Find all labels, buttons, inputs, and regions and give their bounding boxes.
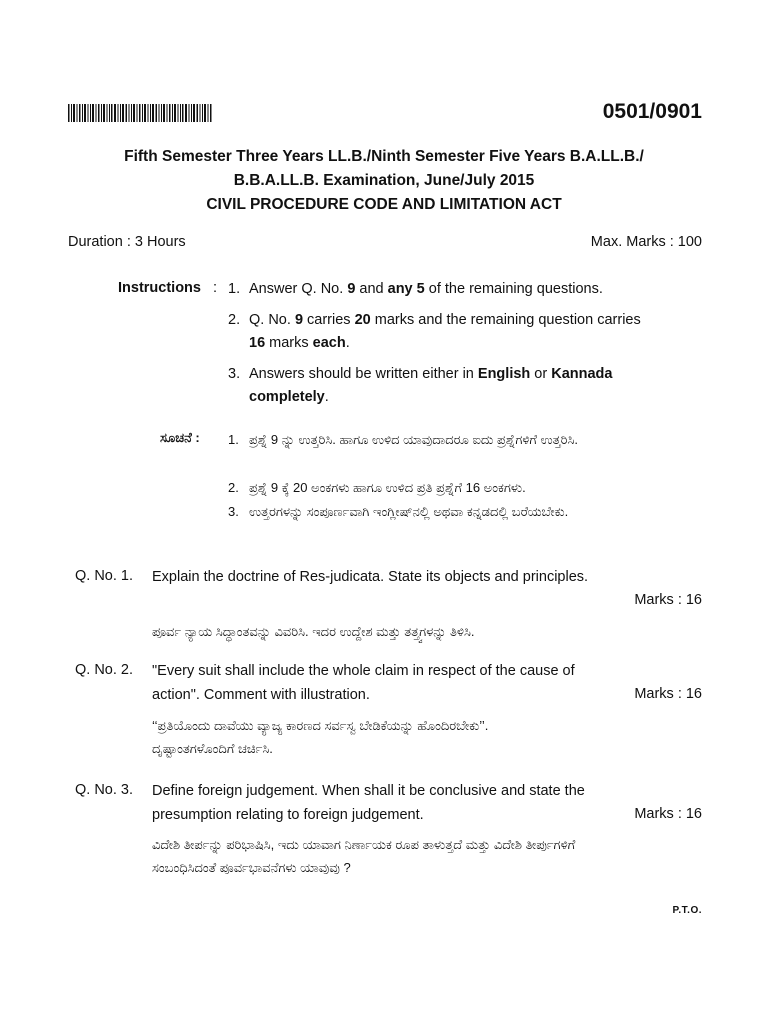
exam-header-line2: B.B.A.LL.B. Examination, June/July 2015	[233, 172, 535, 189]
exam-header-line1: Fifth Semester Three Years LL.B./Ninth Semester Five Years B.A.LL.B./	[124, 148, 644, 165]
kannada-instruction-item: 2. ಪ್ರಶ್ನೆ 9 ಕ್ಕೆ 20 ಅಂಕಗಳು ಹಾಗೂ ಉಳಿದ ಪ್ರತಿ ಪ್ರಶ್ನೆಗೆ 16 ಅಂಕಗಳು.	[228, 480, 526, 495]
instructions-label: Instructions	[118, 280, 201, 296]
instruction-item	[228, 278, 668, 301]
question-label: Q. No. 2.	[75, 662, 134, 678]
paper-code: 0501/0901	[602, 100, 702, 123]
question-text: Define foreign judgement. When shall it be conclusive and state the presumption relating to foreign judgement.	[152, 783, 585, 823]
question-marks: Marks : 16	[634, 806, 702, 822]
instruction-text: Answers should be written either in English or Kannada completely.	[249, 366, 613, 405]
question-kannada: ‘‘ಪ್ರತಿಯೊಂದು ದಾವೆಯು ವ್ಯಾಜ್ಯ ಕಾರಣದ ಸರ್ವಸ್ವ ಬೇಡಿಕೆಯನ್ನು ಹೊಂದಿರಬೇಕು’’. ದೃಷ್ಟಾಂತಗಳೊಂದಿಗೆ ಚರ್ಚಿಸಿ.	[152, 718, 489, 756]
kannada-instruction-item: 3. ಉತ್ತರಗಳನ್ನು ಸಂಪೂರ್ಣವಾಗಿ ಇಂಗ್ಲೀಷ್‌ನಲ್ಲಿ ಅಥವಾ ಕನ್ನಡದಲ್ಲಿ ಬರೆಯಬೇಕು.	[228, 504, 569, 519]
instruction-text: Answer Q. No. 9 and any 5 of the remaining questions.	[249, 281, 603, 297]
instruction-item	[228, 363, 668, 409]
kannada-instructions-label: ಸೂಚನೆ :	[160, 430, 200, 445]
max-marks: Max. Marks : 100	[590, 234, 702, 250]
instruction-number: 2.	[228, 312, 241, 328]
question-kannada: ವಿದೇಶಿ ತೀರ್ಪನ್ನು ಪರಿಭಾಷಿಸಿ, ಇದು ಯಾವಾಗ ನಿರ್ಣಾಯಕ ರೂಪ ತಾಳುತ್ತದೆ ಮತ್ತು ವಿದೇಶಿ ತೀರ್ಪುಗಳಿಗೆ ಸಂಬಂಧಿಸಿದಂತೆ ಪೂರ್ವಭಾವನೆಗಳು ಯಾವುವು ?	[152, 837, 576, 875]
subject-title: CIVIL PROCEDURE CODE AND LIMITATION ACT	[206, 196, 562, 213]
instructions-colon: :	[213, 280, 218, 296]
question-marks: Marks : 16	[634, 686, 702, 702]
question-label: Q. No. 3.	[75, 782, 134, 798]
instruction-number: 1.	[228, 281, 241, 297]
instruction-item	[228, 309, 658, 355]
question-text: Explain the doctrine of Res-judicata. State its objects and principles.	[152, 569, 589, 585]
duration: Duration : 3 Hours	[68, 234, 186, 250]
question-text: "Every suit shall include the whole claim in respect of the cause of action". Comment with illustration.	[152, 663, 575, 703]
question-label: Q. No. 1.	[75, 568, 134, 584]
kannada-instruction-item: 1. ಪ್ರಶ್ನೆ 9 ನ್ನು ಉತ್ತರಿಸಿ. ಹಾಗೂ ಉಳಿದ ಯಾವುದಾದರೂ ಐದು ಪ್ರಶ್ನೆಗಳಿಗೆ ಉತ್ತರಿಸಿ.	[228, 432, 579, 447]
instruction-number: 3.	[228, 366, 241, 382]
barcode-icon	[68, 104, 213, 122]
instruction-text: Q. No. 9 carries 20 marks and the remaining question carries 16 marks each.	[249, 312, 641, 351]
page-turn-over: P.T.O.	[672, 905, 702, 916]
question-kannada: ಪೂರ್ವ ನ್ಯಾಯ ಸಿದ್ಧಾಂತವನ್ನು ವಿವರಿಸಿ. ಇದರ ಉದ್ದೇಶ ಮತ್ತು ತತ್ತ್ವಗಳನ್ನು ತಿಳಿಸಿ.	[152, 624, 475, 639]
question-marks: Marks : 16	[634, 592, 702, 608]
